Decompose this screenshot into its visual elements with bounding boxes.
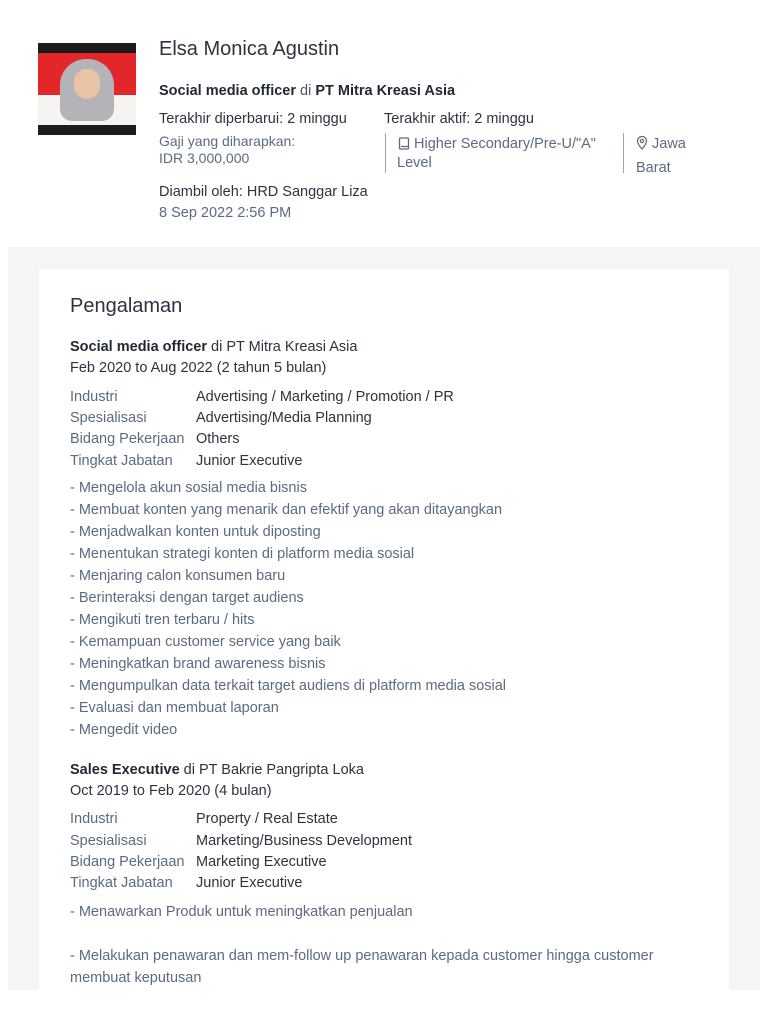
description-line: - Mengikuti tren terbaru / hits	[70, 612, 255, 628]
detail-key: Tingkat Jabatan	[70, 453, 173, 469]
description-line: - Melakukan penawaran dan mem-follow up penawaran kepada customer hingga customer membuat keputusan	[70, 948, 654, 986]
job-period: Feb 2020 to Aug 2022 (2 tahun 5 bulan)	[70, 360, 327, 376]
detail-row	[70, 453, 302, 474]
detail-row	[70, 410, 372, 431]
salary-value: IDR 3,000,000	[159, 150, 250, 166]
description-line: - Menjaring calon konsumen baru	[70, 568, 286, 584]
profile-header	[0, 0, 768, 246]
description-line: - Menentukan strategi konten di platform media sosial	[70, 546, 415, 562]
detail-row	[70, 833, 412, 854]
description-line: - Membuat konten yang menarik dan efektif yang akan ditayangkan	[70, 502, 503, 518]
last-updated: Terakhir diperbarui: 2 minggu	[159, 111, 347, 127]
detail-key: Spesialisasi	[70, 410, 147, 426]
detail-row	[70, 875, 302, 896]
at-word: di	[300, 83, 312, 99]
description-line: - Mengumpulkan data terkait target audiens di platform media sosial	[70, 678, 507, 694]
job-title	[70, 339, 357, 355]
description-line: - Mengelola akun sosial media bisnis	[70, 480, 307, 496]
location-region-cont: Barat	[636, 160, 671, 176]
job-description	[70, 901, 710, 989]
detail-row	[70, 811, 338, 832]
detail-key: Tingkat Jabatan	[70, 875, 173, 891]
detail-value: Advertising / Marketing / Promotion / PR	[196, 389, 454, 405]
job-company: PT Mitra Kreasi Asia	[226, 339, 358, 355]
detail-row	[70, 389, 454, 410]
detail-key: Bidang Pekerjaan	[70, 854, 185, 870]
education-level: Higher Secondary/Pre-U/"A"	[414, 136, 596, 152]
experience-section-title: Pengalaman	[70, 295, 183, 317]
detail-value: Property / Real Estate	[196, 811, 338, 827]
location-region: Jawa	[652, 136, 686, 152]
current-role: Social media officer	[159, 83, 296, 99]
location-info	[623, 133, 704, 176]
description-line: - Berinteraksi dengan target audiens	[70, 590, 304, 606]
education-level-cont: Level	[397, 155, 432, 171]
description-line: - Mengedit video	[70, 722, 178, 738]
taken-at: 8 Sep 2022 2:56 PM	[159, 205, 292, 221]
detail-value: Junior Executive	[196, 453, 303, 469]
job-role: Sales Executive	[70, 762, 180, 778]
candidate-name: Elsa Monica Agustin	[159, 38, 340, 60]
profile-photo	[38, 43, 136, 135]
current-company: PT Mitra Kreasi Asia	[315, 83, 456, 99]
current-position	[159, 83, 455, 99]
description-line: - Menawarkan Produk untuk meningkatkan penjualan	[70, 904, 413, 920]
detail-key: Bidang Pekerjaan	[70, 431, 185, 447]
description-line: - Kemampuan customer service yang baik	[70, 634, 341, 650]
book-icon	[398, 135, 410, 157]
last-active: Terakhir aktif: 2 minggu	[384, 111, 534, 127]
salary-label: Gaji yang diharapkan:	[159, 133, 296, 149]
at-word: di	[183, 762, 195, 778]
expected-salary	[159, 133, 295, 167]
description-line: - Meningkatkan brand awareness bisnis	[70, 656, 326, 672]
detail-row	[70, 854, 327, 875]
detail-value: Advertising/Media Planning	[196, 410, 372, 426]
job-title	[70, 762, 364, 778]
at-word: di	[211, 339, 223, 355]
detail-value: Marketing/Business Development	[196, 833, 412, 849]
taken-by: Diambil oleh: HRD Sanggar Liza	[159, 184, 368, 200]
experience-card	[39, 269, 729, 990]
detail-value: Marketing Executive	[196, 854, 327, 870]
detail-value: Junior Executive	[196, 875, 303, 891]
detail-value: Others	[196, 431, 240, 447]
map-pin-icon	[636, 135, 648, 157]
job-description	[70, 477, 710, 741]
job-period: Oct 2019 to Feb 2020 (4 bulan)	[70, 783, 272, 799]
description-line: - Evaluasi dan membuat laporan	[70, 700, 279, 716]
job-role: Social media officer	[70, 339, 207, 355]
detail-row	[70, 431, 240, 452]
detail-key: Industri	[70, 811, 118, 827]
job-company: PT Bakrie Pangripta Loka	[199, 762, 364, 778]
detail-key: Spesialisasi	[70, 833, 147, 849]
description-line: - Menjadwalkan konten untuk diposting	[70, 524, 321, 540]
detail-key: Industri	[70, 389, 118, 405]
